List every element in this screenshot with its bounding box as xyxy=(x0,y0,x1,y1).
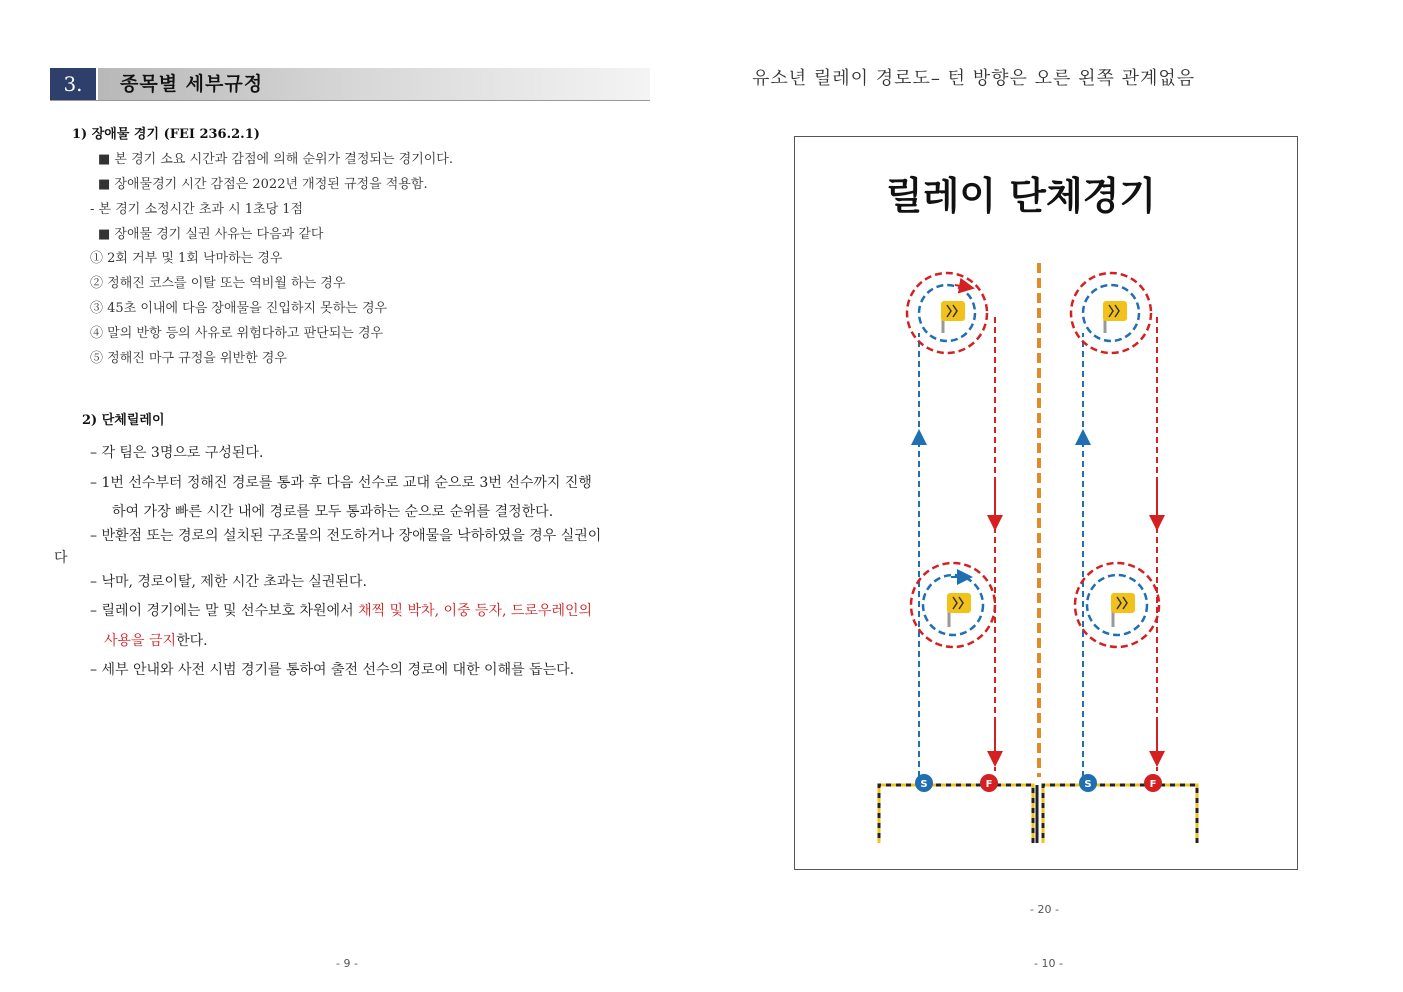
relay-prohibited-text: 사용을 금지 xyxy=(104,633,177,649)
relay-line: – 1번 선수부터 정해진 경로를 통과 후 다음 선수로 교대 순으로 3번 선수까지 진행 xyxy=(90,475,592,491)
page-number-left: - 9 - xyxy=(336,957,358,970)
relay-line: – 반환점 또는 경로의 설치된 구조물의 전도하거나 장애물을 낙하하였을 경우 실권이 xyxy=(90,528,602,544)
flag-icon xyxy=(947,593,971,627)
relay-line: – 각 팀은 3명으로 구성된다. xyxy=(90,445,264,461)
flag-icon xyxy=(941,301,965,333)
right-lane-routes xyxy=(1071,273,1159,777)
obstacle-line: - 본 경기 소정시간 초과 시 1초당 1점 xyxy=(90,202,304,217)
section-underline xyxy=(50,100,650,101)
obstacle-heading: 1) 장애물 경기 (FEI 236.2.1) xyxy=(72,127,260,142)
svg-text:F: F xyxy=(985,779,993,790)
finish-marker xyxy=(1144,774,1162,792)
diagram-title: 릴레이 단체경기 xyxy=(885,174,1157,218)
relay-text: 한다. xyxy=(176,633,208,649)
obstacle-line: ■ 본 경기 소요 시간과 감점에 의해 순위가 결정되는 경기이다. xyxy=(98,152,453,167)
page-number-right: - 10 - xyxy=(1034,957,1063,970)
finish-marker xyxy=(980,774,998,792)
obstacle-line: ■ 장애물 경기 실권 사유는 다음과 같다 xyxy=(98,227,324,242)
obstacle-line: ④ 말의 반항 등의 사유로 위험다하고 판단되는 경우 xyxy=(90,326,384,341)
relay-route-diagram xyxy=(794,136,1298,870)
relay-prohibited-text: 채찍 및 박차, 이중 등자, 드로우레인의 xyxy=(358,603,593,619)
obstacle-line: ② 정해진 코스를 이탈 또는 역비월 하는 경우 xyxy=(90,276,346,291)
relay-line xyxy=(90,601,592,621)
page-number-inner: - 20 - xyxy=(1030,903,1059,916)
flag-icon xyxy=(1103,301,1127,333)
relay-route-title: 유소년 릴레이 경로도– 턴 방향은 오른 왼쪽 관계없음 xyxy=(752,68,1196,89)
relay-line xyxy=(104,631,208,651)
obstacle-line: ⑤ 정해진 마구 규정을 위반한 경우 xyxy=(90,351,287,366)
relay-line-wrap: 다 xyxy=(54,550,68,566)
svg-text:S: S xyxy=(920,779,928,790)
obstacle-line: ■ 장애물경기 시간 감점은 2022년 개정된 규정을 적용함. xyxy=(98,177,428,192)
flag-icon xyxy=(1111,593,1135,627)
start-marker xyxy=(1079,774,1097,792)
obstacle-line: ① 2회 거부 및 1회 낙마하는 경우 xyxy=(90,251,283,266)
obstacle-line: ③ 45초 이내에 다음 장애물을 진입하지 못하는 경우 xyxy=(90,301,388,316)
start-marker xyxy=(915,774,933,792)
svg-text:S: S xyxy=(1084,779,1092,790)
left-lane-routes xyxy=(907,273,995,777)
relay-heading: 2) 단체릴레이 xyxy=(82,413,165,428)
relay-line: 하여 가장 빠른 시간 내에 경로를 모두 통과하는 순으로 순위를 결정한다. xyxy=(112,504,554,520)
relay-route-svg xyxy=(795,137,1297,869)
section-number: 3. xyxy=(50,68,96,100)
start-finish-gates xyxy=(879,785,1197,843)
svg-text:F: F xyxy=(1149,779,1157,790)
relay-text: – 릴레이 경기에는 말 및 선수보호 차원에서 xyxy=(90,603,359,619)
relay-line: – 세부 안내와 사전 시범 경기를 통하여 출전 선수의 경로에 대한 이해를 돕는다. xyxy=(90,662,575,678)
relay-line: – 낙마, 경로이탈, 제한 시간 초과는 실권된다. xyxy=(90,574,367,590)
section-title: 종목별 세부규정 xyxy=(120,73,264,95)
